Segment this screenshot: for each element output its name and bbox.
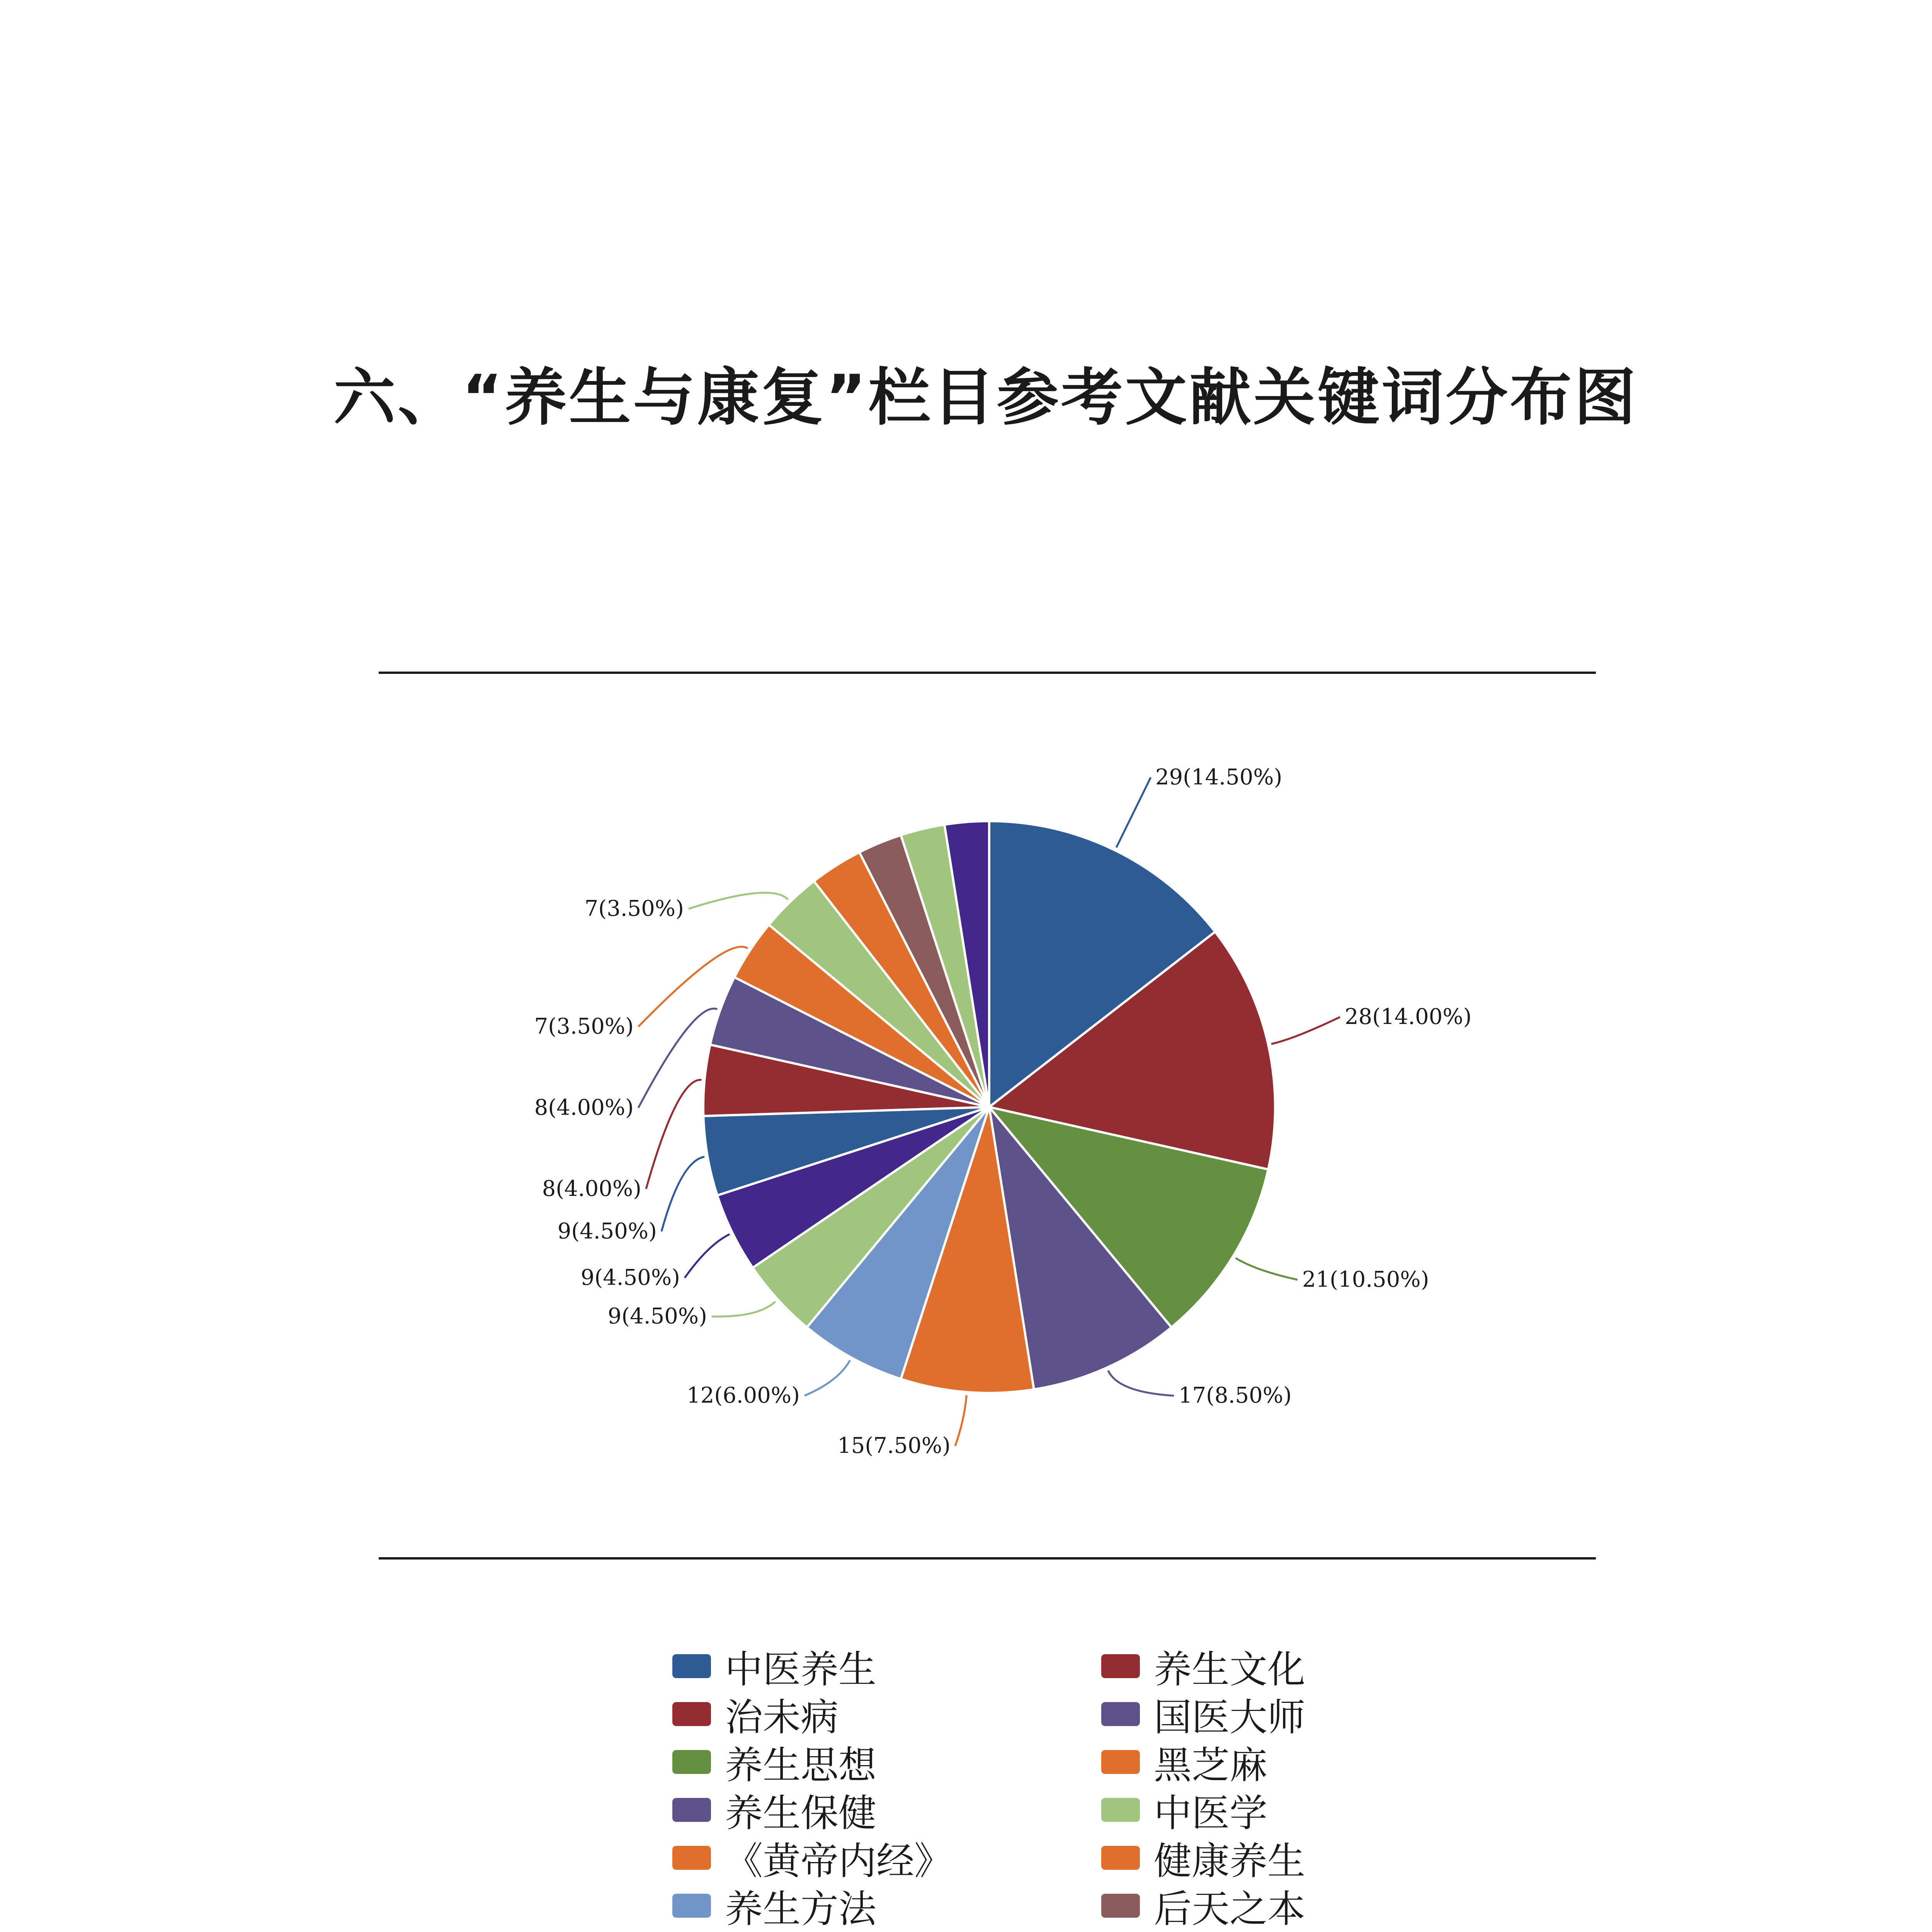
legend-swatch <box>1101 1798 1140 1822</box>
data-label: 15(7.50%) <box>837 1433 951 1458</box>
leader-line <box>646 1080 701 1189</box>
leader-line <box>1116 777 1151 847</box>
legend-item <box>672 1642 1101 1690</box>
legend-item <box>1101 1690 1333 1738</box>
legend-label: 国医大师 <box>1154 1695 1306 1740</box>
legend-label: 黑芝麻 <box>1154 1743 1268 1787</box>
bottom-rule <box>379 1557 1596 1560</box>
legend-swatch <box>672 1750 711 1774</box>
legend-swatch <box>672 1654 711 1678</box>
legend-item <box>672 1738 1101 1786</box>
legend-label <box>1154 1927 1267 1932</box>
legend-item <box>1101 1930 1333 1932</box>
legend-label: 健康养生 <box>1154 1839 1306 1883</box>
legend-swatch <box>672 1894 711 1918</box>
leader-line <box>1271 1017 1340 1044</box>
data-label: 9(4.50%) <box>580 1265 680 1290</box>
legend-item <box>1101 1738 1333 1786</box>
legend-item <box>1101 1882 1333 1930</box>
leader-line <box>804 1360 850 1396</box>
legend-label: 养生方法 <box>725 1887 877 1931</box>
leader-line <box>689 893 788 909</box>
data-label: 8(4.00%) <box>534 1095 634 1120</box>
legend-swatch <box>1101 1750 1140 1774</box>
legend-swatch <box>1101 1894 1140 1918</box>
leader-line <box>662 1157 704 1231</box>
legend-label <box>725 1927 876 1932</box>
pie-slices <box>703 821 1275 1393</box>
data-label: 12(6.00%) <box>687 1383 800 1408</box>
legend-label: 养生文化 <box>1154 1647 1306 1692</box>
legend-swatch <box>672 1846 711 1870</box>
chart-legend <box>672 1642 1333 1932</box>
legend-label: 治未病 <box>725 1695 839 1740</box>
legend-item <box>1101 1786 1333 1834</box>
leader-line <box>1108 1371 1174 1396</box>
legend-label: 《黄帝内经》 <box>725 1839 952 1883</box>
leader-line <box>685 1234 730 1278</box>
legend-label: 中医养生 <box>725 1647 877 1692</box>
data-label: 29(14.50%) <box>1155 765 1282 790</box>
leader-line <box>1236 1258 1298 1280</box>
legend-swatch <box>672 1702 711 1726</box>
legend-item <box>672 1834 1101 1882</box>
legend-item <box>1101 1642 1333 1690</box>
legend-swatch <box>1101 1654 1140 1678</box>
legend-swatch <box>1101 1846 1140 1870</box>
legend-item <box>1101 1834 1333 1882</box>
legend-label: 中医学 <box>1154 1791 1268 1835</box>
legend-swatch <box>672 1798 711 1822</box>
leader-line <box>955 1395 966 1446</box>
data-label: 28(14.00%) <box>1345 1004 1472 1029</box>
data-label: 21(10.50%) <box>1302 1267 1429 1292</box>
legend-label: 后天之本 <box>1154 1887 1306 1931</box>
data-label: 8(4.00%) <box>542 1176 641 1201</box>
legend-swatch <box>1101 1702 1140 1726</box>
data-label: 9(4.50%) <box>607 1304 707 1329</box>
data-label: 9(4.50%) <box>557 1219 657 1244</box>
data-label: 7(3.50%) <box>584 896 684 921</box>
legend-label: 养生思想 <box>725 1743 877 1787</box>
data-label: 7(3.50%) <box>534 1014 634 1039</box>
data-label: 17(8.50%) <box>1179 1383 1292 1408</box>
legend-item <box>672 1930 1101 1932</box>
legend-item <box>672 1882 1101 1930</box>
legend-item <box>672 1786 1101 1834</box>
legend-item <box>672 1690 1101 1738</box>
legend-label: 养生保健 <box>725 1791 877 1835</box>
page-title: 六、“养生与康复”栏目参考文献关键词分布图 <box>333 361 1638 434</box>
leader-line <box>712 1301 776 1316</box>
